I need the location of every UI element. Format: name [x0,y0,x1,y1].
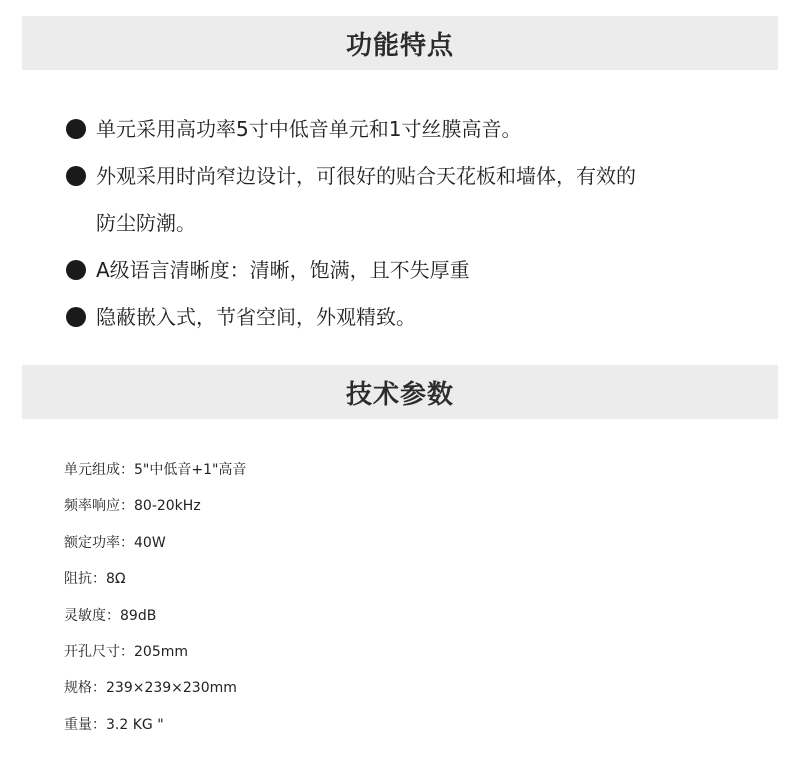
feature-item [64,294,764,341]
spec-impedance: 阻抗：8Ω [64,571,126,588]
feature-list [64,106,764,341]
bullet-icon [66,119,86,139]
feature-text-continued: 防尘防潮。 [96,211,196,235]
spec-sensitivity: 灵敏度：89dB [64,607,157,624]
specs-section-header [22,365,778,419]
specs-title: 技术参数 [345,379,454,410]
feature-text: 单元采用高功率5寸中低音单元和1寸丝膜高音。 [96,117,522,141]
spec-unit-composition: 单元组成：5"中低音+1"高音 [64,462,247,478]
bullet-icon [66,260,86,280]
spec-dimensions: 规格：239×239×230mm [64,680,237,697]
spec-frequency-response: 频率响应：80-20kHz [64,498,201,515]
feature-text: 隐蔽嵌入式，节省空间，外观精致。 [96,305,416,329]
bullet-icon [66,166,86,186]
spec-cutout-size: 开孔尺寸：205mm [64,643,188,660]
bullet-icon [66,307,86,327]
features-section-header [22,16,778,70]
spec-rated-power: 额定功率：40W [64,534,166,551]
feature-item [64,247,764,294]
feature-item [64,153,764,247]
spec-weight: 重量：3.2 KG " [64,716,164,733]
feature-text: 外观采用时尚窄边设计，可很好的贴合天花板和墙体，有效的 [96,164,636,188]
spec-list [64,452,764,743]
feature-item [64,106,764,153]
feature-text: A级语言清晰度：清晰，饱满，且不失厚重 [96,258,470,282]
features-title: 功能特点 [345,30,454,61]
